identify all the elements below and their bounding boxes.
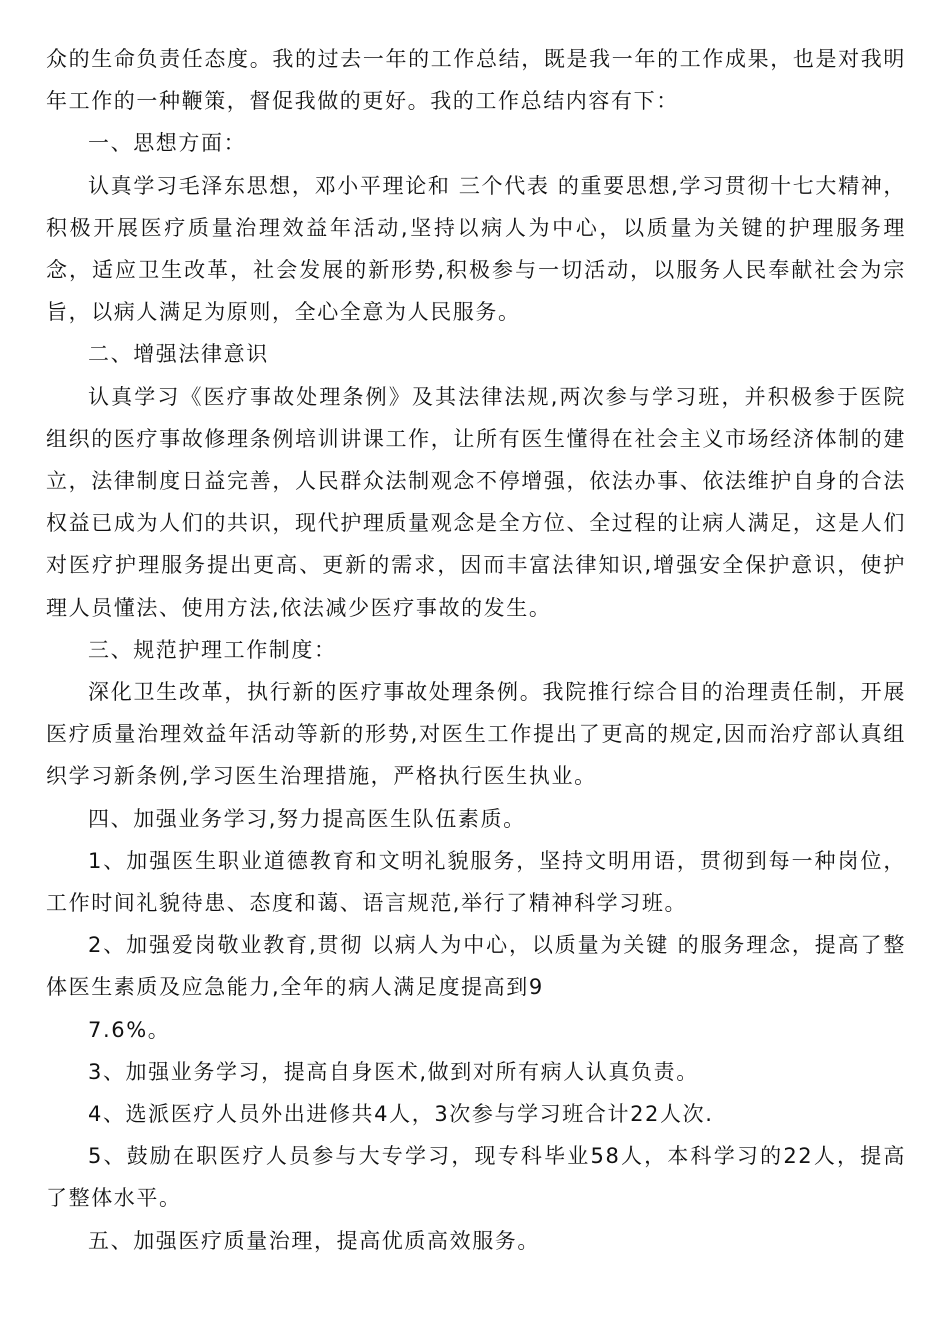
paragraph-nursing-system: 深化卫生改革，执行新的医疗事故处理条例。我院推行综合目的治理责任制，开展医疗质量治理效益年活动等新的形势,对医生工作提出了更高的规定,因而治疗部认真组织学习新条例,学习医生治理措施，严格执行医生执业。 — [46, 680, 906, 789]
paragraph-ideology: 认真学习毛泽东思想，邓小平理论和 三个代表 的重要思想,学习贯彻十七大精神，积极开展医疗质量治理效益年活动,坚持以病人为中心，以质量为关键的护理服务理念，适应卫生改革，社会发展的新形势,积极参与一切活动，以服务人民奉献社会为宗旨，以病人满足为原则，全心全意为人民服务。 — [46, 173, 906, 325]
list-item-2-continuation: 7.6%。 — [88, 1017, 171, 1042]
list-item-4: 4、选派医疗人员外出进修共4人，3次参与学习班合计22人次. — [88, 1102, 714, 1127]
section-heading-ideology: 一、思想方面： — [88, 131, 247, 156]
paragraph-legal-awareness: 认真学习《医疗事故处理条例》及其法律法规,两次参与学习班，并积极参于医院组织的医疗事故修理条例培训讲课工作，让所有医生懂得在社会主义市场经济体制的建立，法律制度日益完善，人民群众法制观念不停增强，依法办事、依法维护自身的合法权益已成为人们的共识，现代护理质量观念是全方位、全过程的让病人满足，这是人们对医疗护理服务提出更高、更新的需求，因而丰富法律知识,增强安全保护意识，使护理人员懂法、使用方法,依法减少医疗事故的发生。 — [46, 384, 906, 620]
section-heading-quality-management: 五、加强医疗质量治理，提高优质高效服务。 — [88, 1228, 540, 1253]
list-item-1: 1、加强医生职业道德教育和文明礼貌服务，坚持文明用语，贯彻到每一种岗位，工作时间礼貌待患、态度和蔼、语言规范,举行了精神科学习班。 — [46, 848, 906, 916]
list-item-3: 3、加强业务学习，提高自身医术,做到对所有病人认真负责。 — [88, 1059, 699, 1084]
section-heading-legal-awareness: 二、增强法律意识 — [88, 342, 269, 367]
list-item-2: 2、加强爱岗敬业教育,贯彻 以病人为中心，以质量为关键 的服务理念，提高了整体医生素质及应急能力,全年的病人满足度提高到9 — [46, 933, 906, 1000]
paragraph-intro-continuation: 众的生命负责任态度。我的过去一年的工作总结，既是我一年的工作成果，也是对我明年工作的一种鞭策，督促我做的更好。我的工作总结内容有下： — [46, 47, 906, 114]
list-item-5: 5、鼓励在职医疗人员参与大专学习，现专科毕业58人，本科学习的22人，提高了整体水平。 — [46, 1144, 906, 1211]
section-heading-nursing-system: 三、规范护理工作制度： — [88, 637, 337, 662]
document-body — [46, 38, 906, 1262]
section-heading-professional-study: 四、加强业务学习,努力提高医生队伍素质。 — [88, 806, 526, 831]
